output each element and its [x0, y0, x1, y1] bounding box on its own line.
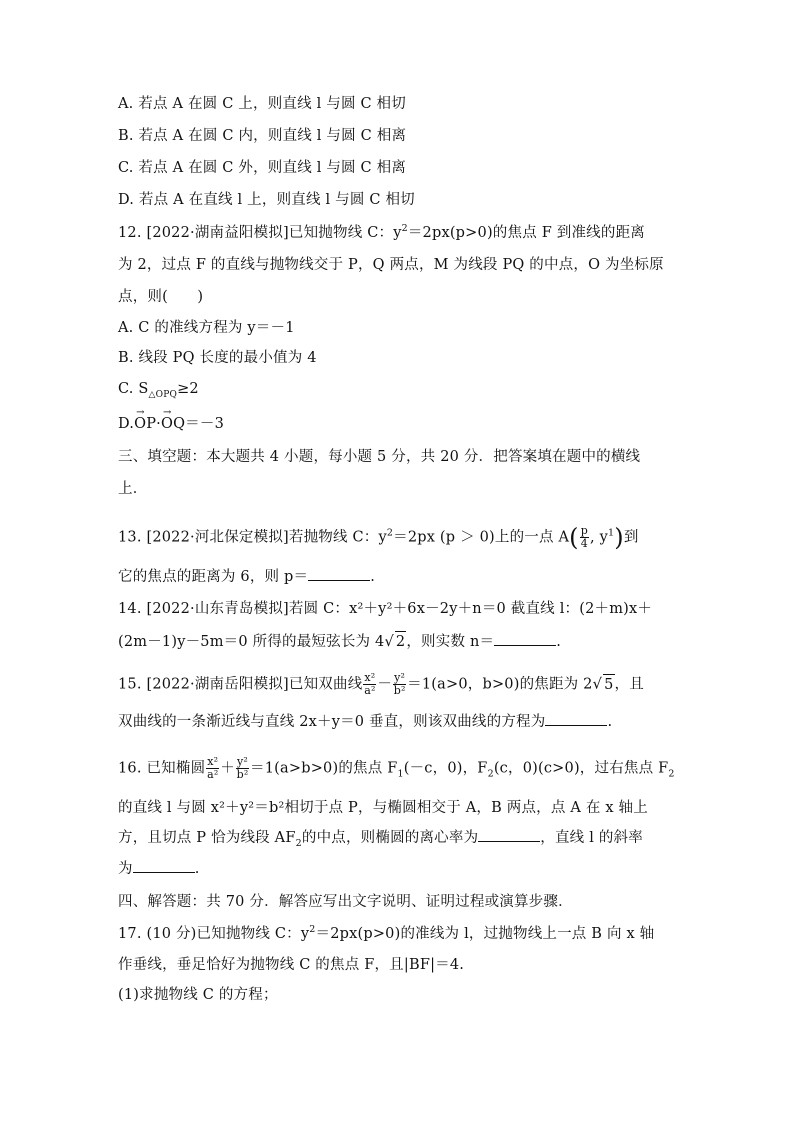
q16-frac-den: a²	[207, 768, 219, 781]
q16-text: 为	[118, 861, 133, 877]
q15-line1: 15. [2022·湖南岳阳模拟]已知双曲线 $\frac{\text{x²}}{\text{a²}}$ － $\frac{\text{y²}}{\text{b²}}$ ＝1(a>0，b>0)的焦距为 2√ 5，且	[118, 671, 644, 697]
q12-option-a: A. C 的准线方程为 y＝－1	[118, 320, 295, 336]
q12-text: ≥2	[177, 381, 199, 397]
q15-text: .	[607, 714, 613, 730]
q15-frac-num: x²	[364, 671, 376, 684]
q16-text: (c，0)(c>0)，过右焦点 F	[493, 760, 669, 777]
q15-frac-den: b²	[393, 684, 406, 697]
q11-option-d: D. 若点 A 在直线 l 上，则直线 l 与圆 C 相切	[118, 192, 415, 208]
q16-eccentricity-blank[interactable]	[478, 829, 540, 842]
vector-oq: → OQ	[161, 414, 185, 434]
q15-frac-num: y²	[394, 671, 406, 684]
q11-option-c: C. 若点 A 在圆 C 外，则直线 l 与圆 C 相离	[118, 160, 407, 176]
q16-text: 方，且切点 P 恰为线段 AF	[118, 830, 296, 846]
q12-stem-line2: 为 2，过点 F 的直线与抛物线交于 P，Q 两点，M 为线段 PQ 的中点，O 为坐标原	[118, 257, 664, 273]
q14-text: .	[556, 634, 562, 650]
q17-line2: 作垂线，垂足恰好为抛物线 C 的焦点 F，且|BF|＝4.	[118, 957, 465, 973]
q12-text: ＝－3	[185, 416, 224, 432]
q16-line4	[118, 859, 200, 879]
q15-text: ，且	[614, 676, 644, 693]
q12-option-d	[118, 414, 224, 434]
q13-line2	[118, 567, 375, 587]
q16-slope-blank[interactable]	[133, 860, 195, 873]
q13-frac-den: 4	[580, 537, 588, 550]
q16-text: ＝1(a>b>0)的焦点 F	[250, 760, 398, 777]
q12-option-c	[118, 379, 199, 405]
q13-text: 它的焦点的距离为 6，则 p＝	[118, 569, 309, 585]
q13-answer-blank[interactable]	[308, 568, 370, 581]
q15-fraction-y	[393, 672, 406, 697]
q12-text: ·	[156, 416, 161, 432]
q17-text: ＝2px(p>0)的准线为 l，过抛物线上一点 B 向 x 轴	[315, 926, 655, 942]
q16-line1: 16. 已知椭圆 $\frac{\text{x²}}{\text{a²}}$ ＋ $\frac{\text{y²}}{\text{b²}}$ ＝1(a>b>0)的焦点 $F_1(-c$，0)，$F_2(c$，0)(c>0)，过右焦点 $F_2$	[118, 755, 675, 781]
q13-text: , y	[589, 529, 608, 546]
q14-text: (2m－1)y－5m＝0 所得的最短弦长为 4	[118, 634, 385, 650]
q17-line1: 17. (10 分)已知抛物线 C：$y^2=2px(p>0)$的准线为 l，过抛物线上一点 B 向 x 轴	[118, 924, 655, 942]
q13-line1: 13. [2022·河北保定模拟]若抛物线 C：$y^2=2px$ (p ＞ 0)上的一点 A( $\frac{p}{4}$ , $y^1$)到	[118, 523, 639, 552]
q15-line2	[118, 712, 612, 732]
q16-text: 16. 已知椭圆	[118, 760, 206, 777]
q12-text: 12. [2022·湖南益阳模拟]已知抛物线 C：y	[118, 225, 402, 241]
q17-part1: (1)求抛物线 C 的方程；	[118, 987, 278, 1003]
q16-text: .	[194, 861, 200, 877]
q15-text: 双曲线的一条渐近线与直线 2x＋y＝0 垂直，则该双曲线的方程为	[118, 714, 546, 730]
q13-text: 13. [2022·河北保定模拟]若抛物线 C：y	[118, 529, 387, 546]
q14-text: ，则实数 n＝	[406, 634, 495, 650]
q16-frac-num: y²	[237, 755, 249, 768]
q16-fraction-y	[236, 756, 249, 781]
q12-subscript: △OPQ	[148, 390, 178, 400]
q12-stem-line1: 12. [2022·湖南益阳模拟]已知抛物线 C：$y^2=2px(p>0)$的焦点 F 到准线的距离	[118, 223, 645, 241]
q15-text: ＝1(a>0，b>0)的焦距为 2	[407, 676, 593, 693]
q16-text: (－c，0)，F	[403, 760, 488, 777]
q13-frac-num: p	[580, 524, 588, 537]
q16-fraction-x	[206, 756, 219, 781]
q16-text: 的中点，则椭圆的离心率为	[301, 830, 479, 846]
section4-heading: 四、解答题：共 70 分．解答应写出文字说明、证明过程或演算步骤．	[118, 894, 573, 910]
q12-option-b: B. 线段 PQ 长度的最小值为 4	[118, 350, 317, 366]
q15-sqrt: 5	[603, 674, 614, 695]
section3-heading: 三、填空题：本大题共 4 小题，每小题 5 分，共 20 分．把答案填在题中的横线	[118, 449, 641, 465]
q16-line3: 方，且切点 P 恰为线段 $AF_2$的中点，则椭圆的离心率为 ，直线 l 的斜率	[118, 830, 643, 849]
q15-frac-den: a²	[364, 684, 376, 697]
q12-text: D.	[118, 416, 135, 432]
q13-text: ＝2px (p ＞ 0)上的一点 A	[393, 529, 570, 546]
q16-frac-num: x²	[207, 755, 219, 768]
q12-text: ＝2px(p>0)的焦点 F 到准线的距离	[407, 225, 645, 241]
q11-option-b: B. 若点 A 在圆 C 内，则直线 l 与圆 C 相离	[118, 128, 407, 144]
q14-line2: (2m－1)y－5m＝0 所得的最短弦长为 4√ 2，则实数 n＝ .	[118, 631, 561, 652]
section3-heading-cont: 上．	[118, 481, 148, 497]
q14-line1: 14. [2022·山东青岛模拟]若圆 C：x²＋y²＋6x－2y＋n＝0 截直线 l：(2＋m)x＋	[118, 601, 653, 617]
q14-answer-blank[interactable]	[494, 633, 556, 646]
q13-text: 到	[623, 529, 639, 546]
q15-fraction-x	[363, 672, 376, 697]
q13-fraction	[580, 525, 589, 550]
vector-op: → OP	[134, 414, 156, 434]
q16-frac-den: b²	[236, 768, 249, 781]
q15-answer-blank[interactable]	[545, 713, 607, 726]
q16-line2: 的直线 l 与圆 x²＋y²＝b²相切于点 P，与椭圆相交于 A，B 两点，点 A 在 x 轴上	[118, 800, 648, 816]
q16-text: ＋	[220, 760, 235, 777]
q15-text: －	[377, 676, 393, 693]
q13-text: .	[370, 569, 376, 585]
q15-text: 15. [2022·湖南岳阳模拟]已知双曲线	[118, 676, 363, 693]
q14-sqrt: 2	[395, 631, 406, 652]
q17-text: 17. (10 分)已知抛物线 C：y	[118, 926, 310, 942]
q11-option-a: A. 若点 A 在圆 C 上，则直线 l 与圆 C 相切	[118, 96, 406, 112]
q12-stem-line3: 点，则( )	[118, 289, 204, 305]
q16-text: ，直线 l 的斜率	[540, 830, 643, 846]
q12-text: C. S	[118, 381, 149, 397]
